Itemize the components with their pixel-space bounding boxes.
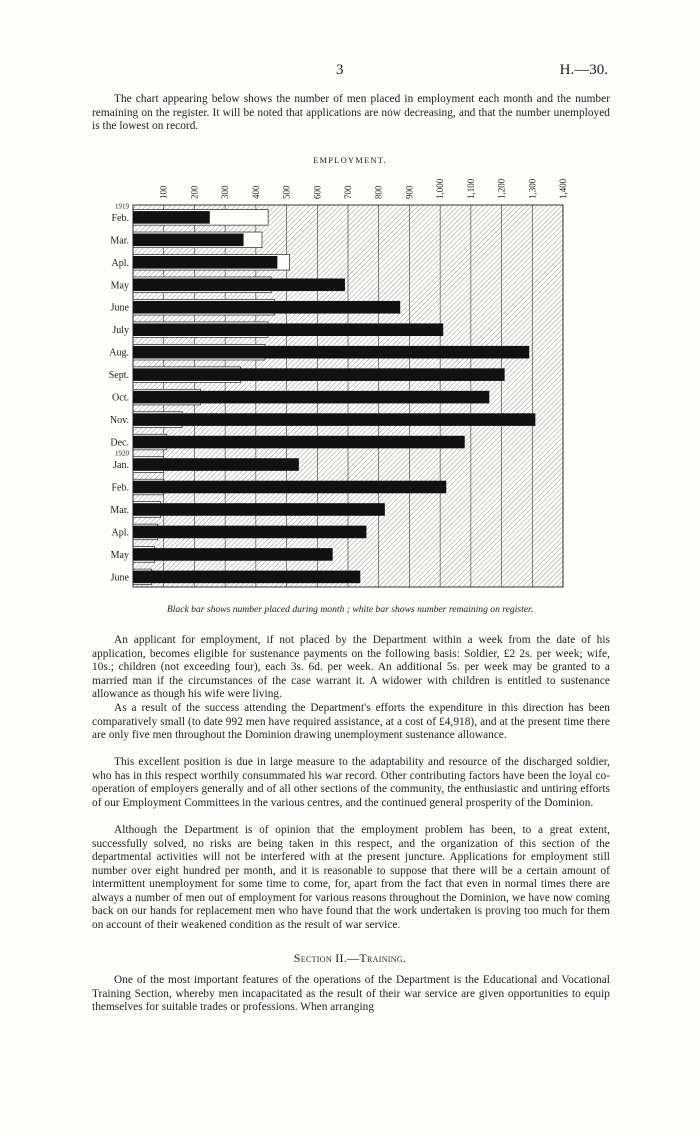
month-label: Aug. [109,347,129,359]
document-reference: H.—30. [559,62,608,78]
placed-bar [133,211,210,224]
month-label: June [110,302,129,314]
placed-bar [133,413,535,426]
placed-bar [133,548,333,561]
x-tick-label: 1,100 [465,178,476,199]
month-label: Apl. [111,527,129,539]
x-tick-label: 500 [281,185,292,199]
placed-bar [133,323,443,336]
placed-bar [133,436,465,449]
x-tick-label: 1,000 [435,178,446,199]
placed-bar [133,526,366,539]
x-tick-label: 400 [250,185,261,199]
month-label: Nov. [109,415,129,427]
placed-bar [133,458,299,471]
placed-bar [133,234,244,247]
intro-paragraph: The chart appearing below shows the number of men placed in employment each month and the number remaining on the register. It will be noted that applications are now decreasing, and that the number unemployed is the lowest on record. [92,93,610,132]
month-label: May [110,280,129,292]
x-tick-label: 1,200 [496,178,507,199]
position-paragraph: This excellent position is due in large measure to the adaptability and resource of the discharged soldier, who has in this respect worthily consummated his war record. Other contributing factors have been the loyal co-operation of employers generally and of all other sections of the community, the enthusiastic and untiring efforts of our Employment Committees in the various centres, and the continued general prosperity of the Dominion. [92,756,610,809]
sustenance-paragraph: An applicant for employment, if not placed by the Department within a week from the date of his application, becomes eligible for sustenance payments on the following basis: Soldier, £2 2s. per week; wife, 10s.; children (not exceeding four), each 3s. 6d. per week. An additional 5s. per week may be granted to a married man if the circumstances of the case warrant it. A widower with children is entitled to sustenance allowance as though his wife were living. [92,634,610,700]
month-label: Oct. [112,392,129,404]
placed-bar [133,346,529,359]
month-label: Feb. [111,212,129,224]
problem-paragraph: Although the Department is of opinion that the employment problem has been, to a great extent, successfully solved, no risks are being taken in this respect, and the organization of this section of the departmental activities will not be interfered with at the present juncture. Applications for employment still number over eight hundred per month, and it is reasonable to suppose that there will be a certain amount of intermittent unemployment for some time to come, for, apart from the fact that even in normal times there are always a number of men out of employment for various reasons throughout the Dominion, we have now coming back on our hands for replacement men who have found that the work undertaken is proving too much for them on account of their weakened condition as the result of war service. [92,824,610,931]
month-label: Jan. [113,460,129,472]
x-tick-label: 900 [404,185,415,199]
placed-bar [133,368,505,381]
month-label: Dec. [110,437,129,449]
x-tick-label: 600 [312,185,323,199]
page-number: 3 [336,62,344,78]
month-label: Sept. [108,370,129,382]
month-label: May [110,549,129,561]
placed-bar [133,278,345,291]
expenditure-paragraph: As a result of the success attending the Department's efforts the expenditure in this direction has been comparatively small (to date 992 men have required assistance, at a cost of £4,918), and at the present time there are only five men throughout the Dominion drawing unemployment sustenance allowance. [92,702,610,741]
x-tick-label: 1,400 [558,178,568,199]
placed-bar [133,256,277,269]
placed-bar [133,301,400,314]
month-label: July [112,325,129,337]
x-tick-label: 1,300 [527,178,538,199]
placed-bar [133,391,489,404]
month-label: June [110,572,129,584]
month-label: Mar. [110,235,129,247]
placed-bar [133,503,385,516]
x-tick-label: 200 [189,185,200,199]
month-label: Feb. [111,482,129,494]
month-label: Mar. [110,504,129,516]
placed-bar [133,571,360,584]
x-tick-label: 300 [220,185,231,199]
x-tick-label: 100 [158,185,169,199]
month-label: Apl. [111,257,129,269]
x-tick-label: 800 [373,185,384,199]
section-heading: Section II.—Training. [293,951,407,965]
chart-title: EMPLOYMENT. [313,155,387,165]
year-label: 1919 [115,202,129,211]
placed-bar [133,481,446,494]
chart-caption: Black bar shows number placed during month ; white bar shows number remaining on register. [166,604,534,615]
x-tick-label: 700 [343,185,353,199]
year-label: 1920 [115,449,129,458]
training-paragraph: One of the most important features of the operations of the Department is the Educational and Vocational Training Section, whereby men incapacitated as the result of their war service are given opportunities to equip themselves for suitable trades or professions. When arranging [92,974,610,1013]
